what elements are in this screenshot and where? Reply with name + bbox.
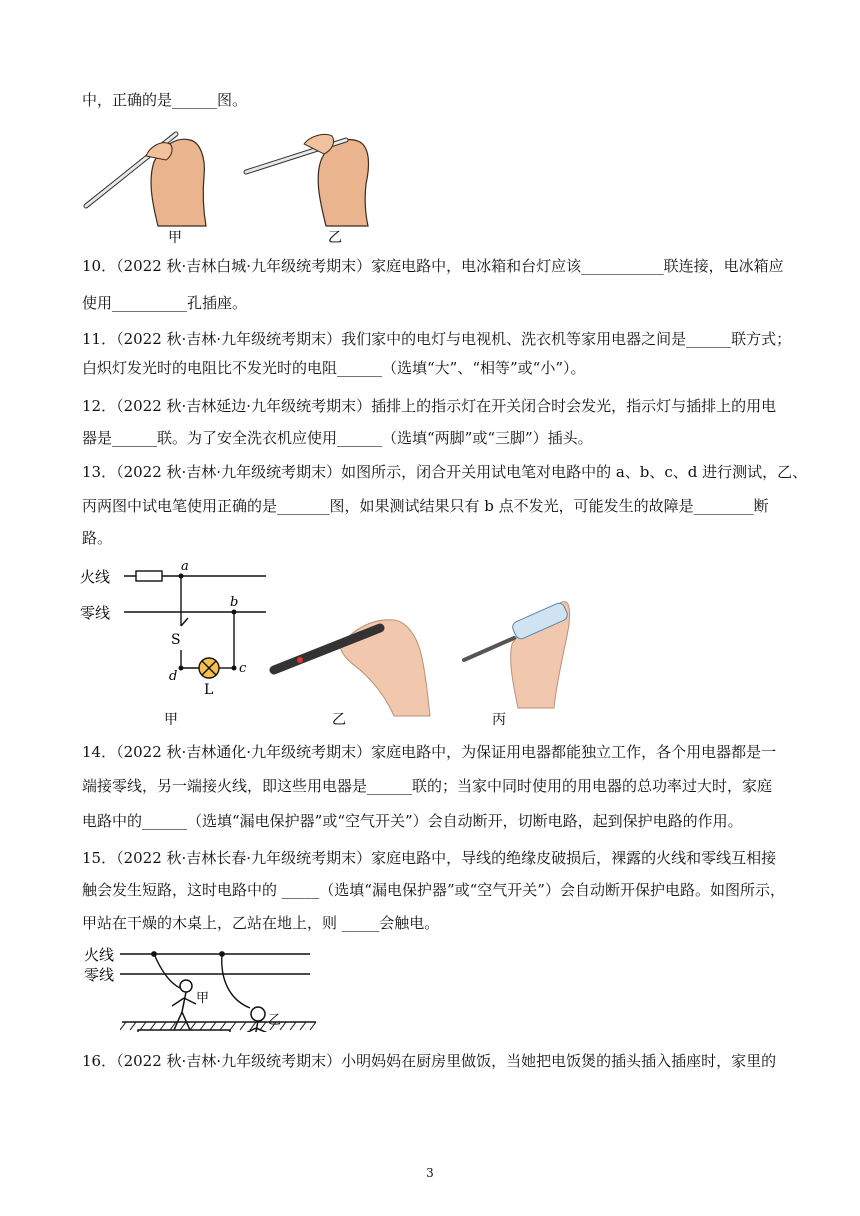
figure-test-pen-grips [78, 118, 378, 246]
neutral-wire-label: 零线 [84, 966, 115, 984]
lamp-label: L [204, 682, 214, 698]
text-line: 10．（2022 秋·吉林白城·九年级统考期末）家庭电路中，电冰箱和台灯应该___________联连接，电冰箱应 [82, 257, 784, 275]
hand-grip-correct [464, 601, 570, 708]
text-line: 电路中的______（选填“漏电保护器”或“空气开关”）会自动断开，切断电路，起到保护电路的作用。 [82, 812, 743, 830]
text-line: 路。 [82, 529, 113, 547]
text-line: 使用__________孔插座。 [82, 294, 248, 312]
figure-label: 丙 [492, 712, 506, 728]
text-line: 白炽灯发光时的电阻比不发光时的电阻______（选填“大”、“相等”或“小”）。 [82, 359, 586, 377]
person-label: 乙 [268, 1013, 282, 1028]
figure-label: 甲 [168, 230, 182, 246]
hand-grip-wrong [274, 620, 430, 716]
text-line: 丙两图中试电笔使用正确的是_______图，如果测试结果只有 b 点不发光，可能发生的故障是________断 [82, 497, 769, 515]
page-number: 3 [426, 1166, 434, 1180]
point-label: d [169, 669, 178, 684]
figure-label: 甲 [164, 712, 178, 728]
text-line: 16．（2022 秋·吉林·九年级统考期末）小明妈妈在厨房里做饭，当她把电饭煲的插头插入插座时，家里的 [82, 1052, 777, 1070]
text-line: 15．（2022 秋·吉林长春·九年级统考期末）家庭电路中，导线的绝缘皮破损后，裸露的火线和零线互相接 [82, 849, 777, 867]
figure-circuit-test [78, 558, 598, 730]
live-wire-label: 火线 [80, 568, 111, 586]
text-line: 触会发生短路，这时电路中的 _____（选填“漏电保护器”或“空气开关”）会自动断开保护电路。如图所示， [82, 881, 785, 899]
neutral-wire-label: 零线 [80, 604, 111, 622]
text-line: 器是______联。为了安全洗衣机应使用______（选填“两脚”或“三脚”）插头。 [82, 429, 593, 447]
text-line: 甲站在干燥的木桌上，乙站在地上，则 _____会触电。 [82, 914, 440, 932]
text-line: 13．（2022 秋·吉林·九年级统考期末）如图所示，闭合开关用试电笔对电路中的 a、b、c、d 进行测试，乙、 [82, 463, 808, 481]
ground-line [120, 1012, 320, 1034]
figure-label: 乙 [332, 712, 346, 728]
text-line: 11．（2022 秋·吉林·九年级统考期末）我们家中的电灯与电视机、洗衣机等家用电器之间是______联方式； [82, 330, 792, 348]
text-line: 12．（2022 秋·吉林延边·九年级统考期末）插排上的指示灯在开关闭合时会发光，指示灯与插排上的用电 [82, 397, 777, 415]
point-label: a [181, 559, 189, 574]
wires [120, 952, 310, 1008]
person-label: 甲 [196, 991, 210, 1006]
text-line: 14．（2022 秋·吉林通化·九年级统考期末）家庭电路中，为保证用电器都能独立工作，各个用电器都是一 [82, 743, 777, 761]
hand-grip-b [246, 134, 368, 226]
switch-label: S [171, 632, 181, 648]
point-label: c [239, 661, 247, 676]
hand-grip-a [86, 134, 206, 226]
point-label: b [230, 595, 239, 610]
live-wire-label: 火线 [84, 946, 115, 964]
text-line: 端接零线，另一端接火线，即这些用电器是______联的；当家中同时使用的用电器的总功率过大时，家庭 [82, 777, 773, 795]
figure-label: 乙 [328, 230, 342, 246]
text-line: 中，正确的是______图。 [82, 91, 248, 109]
